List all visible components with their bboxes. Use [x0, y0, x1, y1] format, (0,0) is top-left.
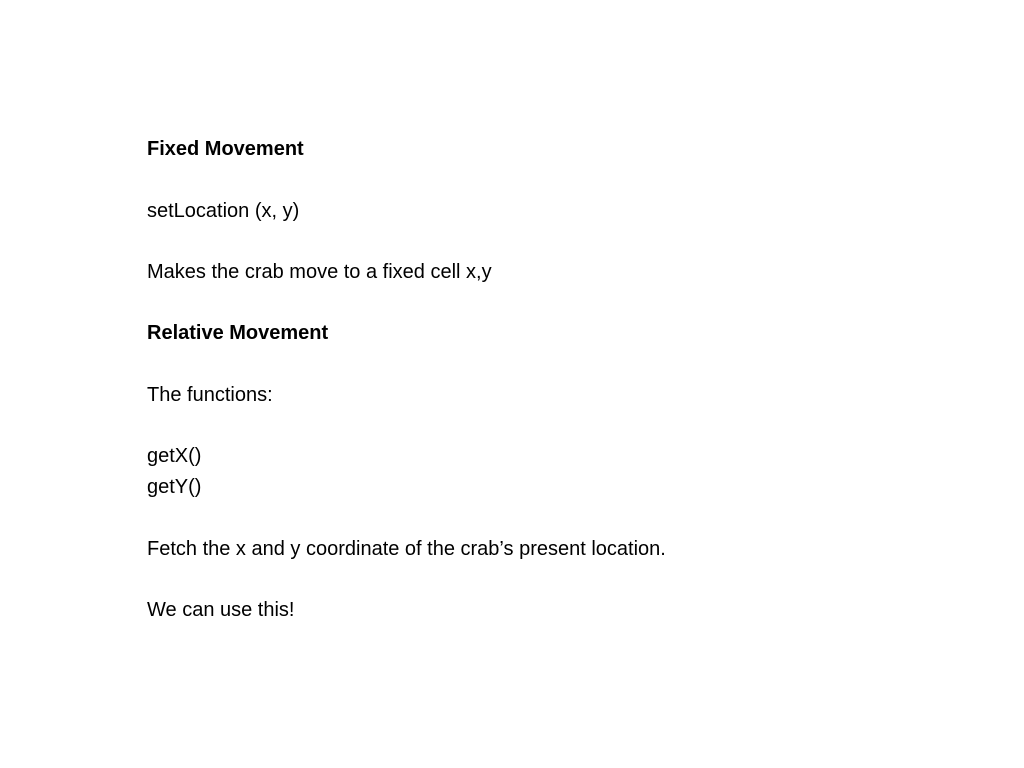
- getx-function: getX(): [147, 445, 202, 467]
- gety-function: getY(): [147, 476, 202, 498]
- setlocation-signature: setLocation (x, y): [147, 200, 300, 222]
- heading-fixed-movement: Fixed Movement: [147, 138, 304, 160]
- fetch-description: Fetch the x and y coordinate of the crab’s present location.: [147, 538, 666, 560]
- closing-text: We can use this!: [147, 599, 295, 621]
- functions-intro: The functions:: [147, 384, 273, 406]
- setlocation-description: Makes the crab move to a fixed cell x,y: [147, 261, 492, 283]
- heading-relative-movement: Relative Movement: [147, 322, 329, 344]
